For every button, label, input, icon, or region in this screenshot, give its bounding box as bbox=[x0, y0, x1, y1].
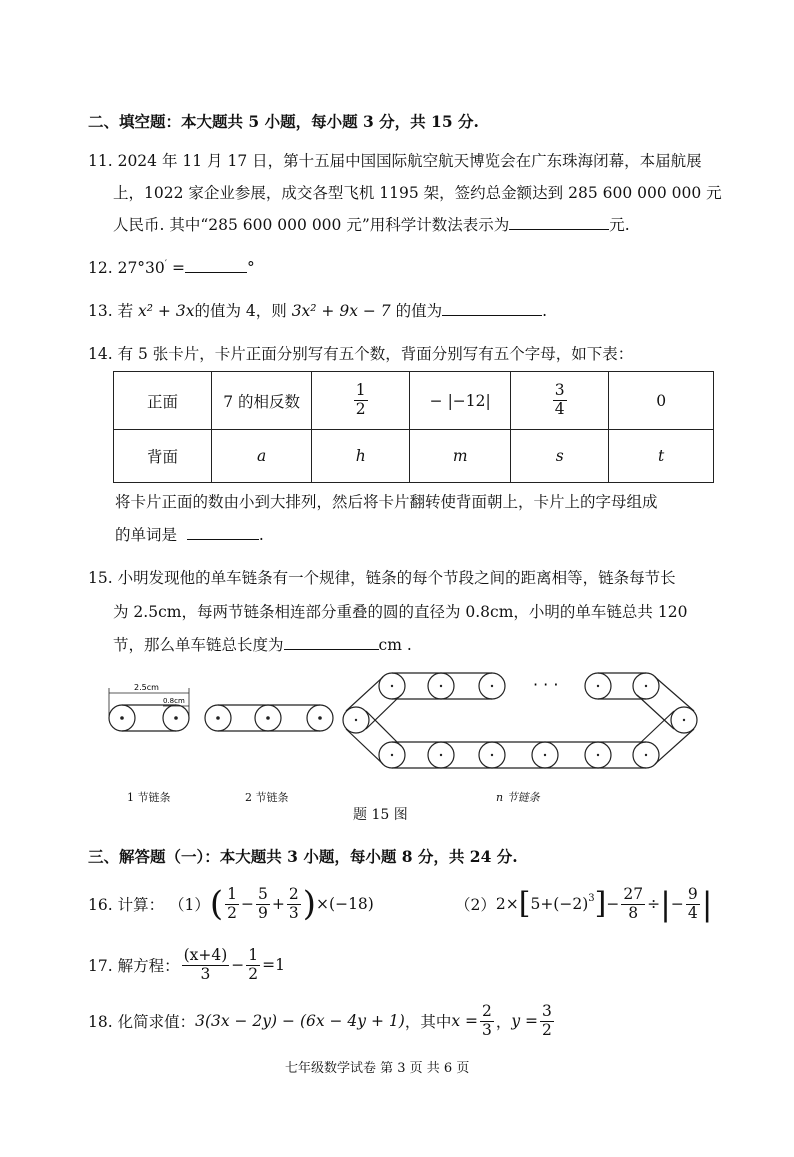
chain-figure bbox=[0, 660, 794, 825]
front-label: 正面 bbox=[114, 372, 212, 430]
q13: 13. 若 x² + 3x的值为 4，则 3x² + 9x − 7 的值为 . bbox=[88, 302, 548, 320]
q17: 17. 解方程： $\frac{(x+4)}{3}$ − $\frac{1}{2}$ =1 bbox=[88, 945, 285, 983]
front-card-1: 7 的相反数 bbox=[212, 372, 312, 430]
q15-line1: 15. 小明发现他的单车链条有一个规律，链条的每个节段之间的距离相等，链条每节长 bbox=[88, 569, 676, 587]
chain-two-segments bbox=[205, 705, 333, 731]
back-card-5: t bbox=[609, 430, 714, 483]
q11-line1: 11. 2024 年 11 月 17 日，第十五届中国国际航空航天博览会在广东珠海闭幕，本届航展 bbox=[88, 152, 702, 170]
front-card-4: $\frac{3}{4}$ bbox=[511, 372, 609, 430]
section-3-heading: 三、解答题（一）：本大题共 3 小题，每小题 8 分，共 24 分. bbox=[88, 847, 518, 866]
back-card-1: a bbox=[212, 430, 312, 483]
cards-front-row bbox=[114, 372, 714, 430]
dim-inner-label: 0.8cm bbox=[163, 697, 185, 705]
q16-part2: （2） 2× [ 5+(−2) $^3$ ] − $\frac{27}{8}$ ÷ | − $\frac{9}{4}$ | bbox=[455, 884, 713, 923]
answer-blank-12[interactable] bbox=[185, 258, 247, 273]
q18: 18. 化简求值： 3(3x − 2y) − (6x − 4y + 1) ，其中 x = $\frac{2}{3}$ ， y = $\frac{3}{2}$ bbox=[88, 1001, 552, 1039]
dim-outer-label: 2.5cm bbox=[134, 683, 159, 692]
q14-after2: 的单词是 . bbox=[115, 526, 264, 544]
front-card-2: $\frac{1}{2}$ bbox=[312, 372, 410, 430]
front-card-5: 0 bbox=[609, 372, 714, 430]
page-footer: 七年级数学试卷 第 3 页 共 6 页 bbox=[285, 1061, 470, 1076]
q14-intro: 14. 有 5 张卡片，卡片正面分别写有五个数，背面分别写有五个字母，如下表： bbox=[88, 345, 634, 363]
figure-15-title: 题 15 图 bbox=[353, 807, 408, 823]
q11-line2: 上，1022 家企业参展，成交各型飞机 1195 架，签约总金额达到 285 600 000 000 元 bbox=[113, 184, 722, 202]
q11-line3: 人民币. 其中“285 600 000 000 元”用科学计数法表示为 元. bbox=[113, 216, 630, 234]
answer-blank-13[interactable] bbox=[442, 301, 542, 316]
chain-one-segment bbox=[109, 688, 189, 731]
caption-n-segment: n 节链条 bbox=[496, 791, 540, 804]
front-card-3: − |−12| bbox=[410, 372, 511, 430]
answer-blank-15[interactable] bbox=[284, 635, 379, 650]
back-card-3: m bbox=[410, 430, 511, 483]
q12: 12. 27°30′ = ° bbox=[88, 258, 255, 277]
q14-after1: 将卡片正面的数由小到大排列，然后将卡片翻转使背面朝上，卡片上的字母组成 bbox=[115, 493, 658, 511]
q16: 16. 计算： （1） ( $\frac{1}{2}$ − $\frac{5}{9}$ + $\frac{2}{3}$ ) ×(−18) bbox=[88, 884, 374, 924]
cards-table bbox=[113, 371, 714, 483]
q15-line3: 节，那么单车链总长度为 cm . bbox=[113, 636, 412, 654]
chain-n-segments bbox=[343, 673, 697, 768]
answer-blank-11[interactable] bbox=[509, 215, 609, 230]
q15-line2: 为 2.5cm，每两节链条相连部分重叠的圆的直径为 0.8cm，小明的单车链总共 120 bbox=[113, 603, 688, 621]
caption-2-segment: 2 节链条 bbox=[245, 791, 289, 804]
answer-blank-14[interactable] bbox=[187, 525, 259, 540]
section-2-heading: 二、填空题：本大题共 5 小题，每小题 3 分，共 15 分. bbox=[88, 112, 479, 131]
back-card-4: s bbox=[511, 430, 609, 483]
ellipsis: · · · bbox=[533, 675, 559, 694]
back-label: 背面 bbox=[114, 430, 212, 483]
cards-back-row bbox=[114, 430, 714, 483]
back-card-2: h bbox=[312, 430, 410, 483]
caption-1-segment: 1 节链条 bbox=[127, 791, 171, 804]
